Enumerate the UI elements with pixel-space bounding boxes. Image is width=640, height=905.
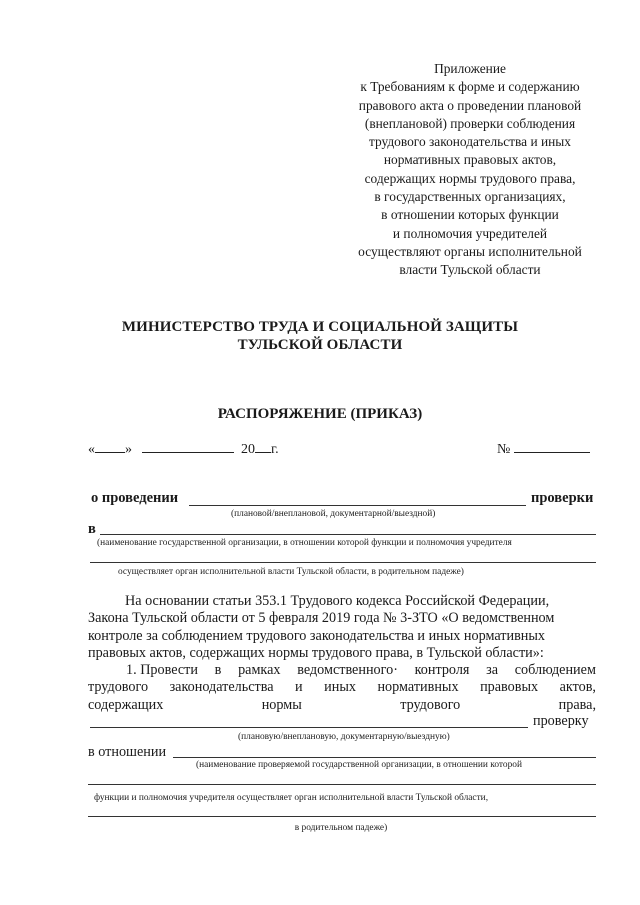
regarding-label: в отношении (88, 744, 167, 760)
inspection-type-hint: (плановой/внеплановой, документарной/выездной) (231, 509, 436, 519)
inspection-type-blank[interactable] (189, 505, 526, 506)
year-blank[interactable] (255, 439, 271, 453)
check-suffix: проверку (533, 713, 589, 729)
word: права, (558, 696, 596, 713)
word: нормативных (377, 679, 459, 696)
year-prefix: 20 (241, 442, 255, 457)
appendix-line: и полномочия учредителей (392, 225, 548, 241)
basis-paragraph (88, 593, 596, 662)
item-1-line-3 (88, 697, 596, 714)
basis-line-2: Закона Тульской области от 5 февраля 2019 года № 3-ЗТО «О ведомственном (88, 610, 555, 627)
regarding-hint-1: (наименование проверяемой государственной организации, в отношении которой (196, 760, 522, 770)
appendix-block (335, 60, 605, 280)
item-1-line-2 (88, 679, 596, 696)
close-quote: » (125, 442, 132, 457)
appendix-line: правового акта о проведении плановой (358, 97, 582, 113)
basis-line-4: правовых актов, содержащих нормы трудового права, в Тульской области»: (88, 644, 544, 661)
regarding-organization-blank-2[interactable] (88, 784, 596, 785)
regarding-organization-blank[interactable] (173, 757, 596, 758)
word: соблюдением (514, 662, 596, 678)
open-quote: « (88, 442, 95, 457)
word: в (214, 662, 222, 678)
month-blank[interactable] (142, 439, 234, 453)
day-blank[interactable] (95, 439, 125, 453)
appendix-line: в государственных организациях, (374, 189, 566, 205)
organization-hint-2: осуществляет орган исполнительной власти Тульской области, в родительном падеже) (118, 567, 464, 577)
appendix-line: содержащих нормы трудового права, (364, 170, 576, 186)
appendix-line: Приложение (434, 61, 506, 76)
date-line (88, 439, 279, 458)
item-1-line-1 (88, 662, 596, 679)
appendix-line: к Требованиям к форме и содержанию (360, 79, 580, 95)
word: актов, (559, 679, 596, 696)
word: трудового (88, 679, 149, 696)
word: нормы (261, 696, 302, 713)
order-title: РАСПОРЯЖЕНИЕ (ПРИКАЗ) (217, 406, 423, 422)
word: законодательства (169, 679, 274, 696)
appendix-line: нормативных правовых актов, (383, 152, 557, 168)
check-type-hint: (плановую/внеплановую, документарную/выездную) (238, 732, 450, 742)
inspection-label: о проведении (91, 490, 179, 506)
word: содержащих (88, 696, 164, 713)
word: трудового (400, 696, 461, 713)
word: рамках (238, 662, 281, 678)
inspection-suffix: проверки (531, 490, 594, 506)
organization-blank[interactable] (100, 534, 596, 535)
ministry-line-2: ТУЛЬСКОЙ ОБЛАСТИ (237, 337, 403, 353)
basis-line-3: контроле за соблюдением трудового законодательства и иных нормативных (88, 627, 546, 644)
basis-line-1: На основании статьи 353.1 Трудового кодекса Российской Федерации, (125, 593, 550, 609)
word: ведомственного· (297, 662, 398, 678)
regarding-hint-3: в родительном падеже) (294, 823, 388, 833)
check-type-blank[interactable] (90, 727, 528, 728)
regarding-organization-blank-3[interactable] (88, 816, 596, 817)
appendix-line: в отношении которых функции (381, 207, 559, 223)
word: 1. Провести (126, 662, 198, 678)
organization-blank-2[interactable] (90, 562, 596, 563)
appendix-line: власти Тульской области (399, 262, 541, 278)
number-blank[interactable] (514, 439, 590, 453)
in-label: в (88, 521, 96, 537)
word: за (486, 662, 499, 678)
ministry-line-1: МИНИСТЕРСТВО ТРУДА И СОЦИАЛЬНОЙ ЗАЩИТЫ (121, 319, 519, 335)
number-line (497, 439, 590, 458)
word: иных (324, 679, 356, 696)
appendix-line: осуществляют органы исполнительной (358, 243, 582, 259)
regarding-hint-2: функции и полномочия учредителя осуществляет орган исполнительной власти Тульской области, (94, 793, 489, 803)
organization-hint-1: (наименование государственной организации, в отношении которой функции и полномочия учредителя (97, 538, 512, 548)
appendix-line: (внеплановой) проверки соблюдения (364, 115, 576, 131)
ministry-heading (0, 318, 640, 354)
appendix-line: трудового законодательства и иных (368, 134, 571, 150)
word: и (295, 679, 303, 696)
item-1-paragraph (88, 662, 596, 714)
word: правовых (480, 679, 539, 696)
year-suffix: г. (271, 442, 279, 457)
word: контроля (414, 662, 470, 678)
number-sign: № (497, 442, 511, 457)
